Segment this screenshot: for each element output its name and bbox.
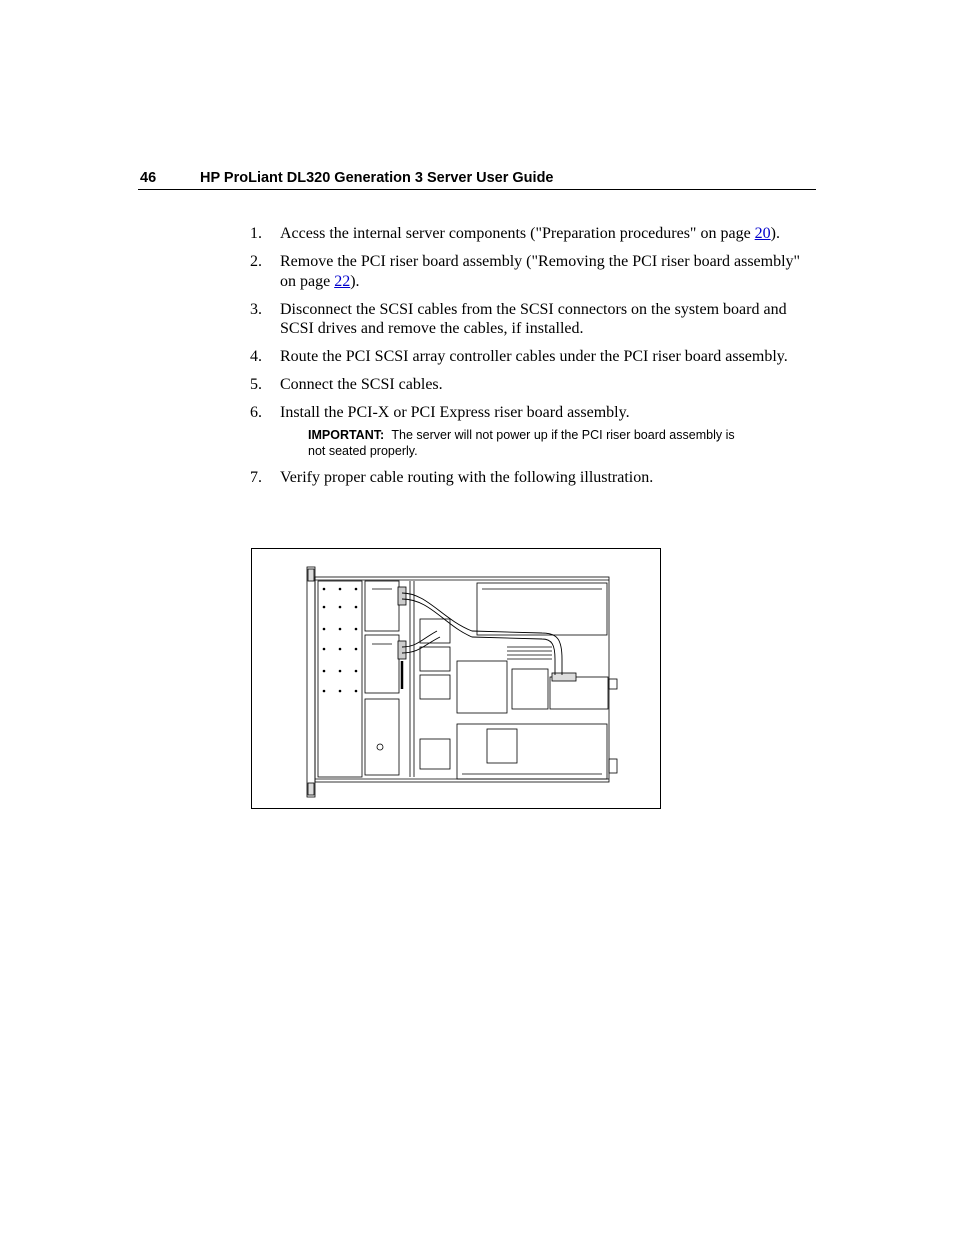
step-text: Install the PCI-X or PCI Express riser board assembly. <box>280 404 630 421</box>
scsi-ribbon-cable <box>402 593 562 675</box>
step-text: Route the PCI SCSI array controller cables under the PCI riser board assembly. <box>280 348 788 365</box>
media-bay <box>365 699 399 775</box>
step-text: Disconnect the SCSI cables from the SCSI connectors on the system board and SCSI drives and remove the cables, if installed. <box>280 300 787 337</box>
front-bezel <box>307 567 315 797</box>
procedure-steps <box>250 224 810 496</box>
step-5 <box>250 375 810 395</box>
step-4 <box>250 347 810 367</box>
page-number: 46 <box>140 170 157 186</box>
processor-heatsink <box>457 661 507 713</box>
fan-3 <box>420 675 450 699</box>
power-supply <box>477 583 607 635</box>
drive-bay-1 <box>365 581 399 631</box>
page-link-22[interactable]: 22 <box>334 272 351 290</box>
step-number: 4. <box>250 348 262 365</box>
step-2 <box>250 252 810 291</box>
step-number: 5. <box>250 376 262 393</box>
step-text-end: ). <box>770 225 780 242</box>
page-header <box>138 169 816 190</box>
riser-board-area <box>550 677 608 709</box>
step-text-end: ). <box>350 272 360 290</box>
step-number: 3. <box>250 300 262 318</box>
step-6 <box>250 403 810 423</box>
guide-title: HP ProLiant DL320 Generation 3 Server User Guide <box>200 170 554 186</box>
important-note <box>308 427 738 459</box>
cable-routing-illustration <box>251 548 661 809</box>
chipset <box>512 669 548 709</box>
page-link-20[interactable]: 20 <box>754 225 771 242</box>
drive-cage-holes <box>323 588 358 693</box>
pci-slot-area <box>457 724 607 779</box>
important-label: IMPORTANT: <box>308 428 385 442</box>
step-number: 1. <box>250 225 262 242</box>
scsi-connector-drive-1 <box>398 587 406 605</box>
fan-4 <box>420 739 450 769</box>
server-chassis-drawing <box>252 549 662 810</box>
rear-connector <box>609 679 617 689</box>
step-7 <box>250 468 810 488</box>
step-1 <box>250 224 810 244</box>
step-text: Remove the PCI riser board assembly ("Removing the PCI riser board assembly" on page <box>280 253 801 290</box>
step-3 <box>250 300 810 339</box>
step-text: Verify proper cable routing with the following illustration. <box>280 469 654 486</box>
step-number: 7. <box>250 469 262 486</box>
important-text: The server will not power up if the PCI riser board assembly is not seated properly. <box>308 428 735 458</box>
scsi-connector-board <box>552 673 576 681</box>
step-number: 2. <box>250 253 262 270</box>
step-number: 6. <box>250 404 262 421</box>
memory-slots <box>507 647 552 659</box>
scsi-connector-drive-2 <box>398 641 406 659</box>
fan-2 <box>420 647 450 671</box>
step-text: Access the internal server components ("Preparation procedures" on page <box>280 225 755 242</box>
drive-cage <box>318 581 362 777</box>
step-text: Connect the SCSI cables. <box>280 376 443 393</box>
